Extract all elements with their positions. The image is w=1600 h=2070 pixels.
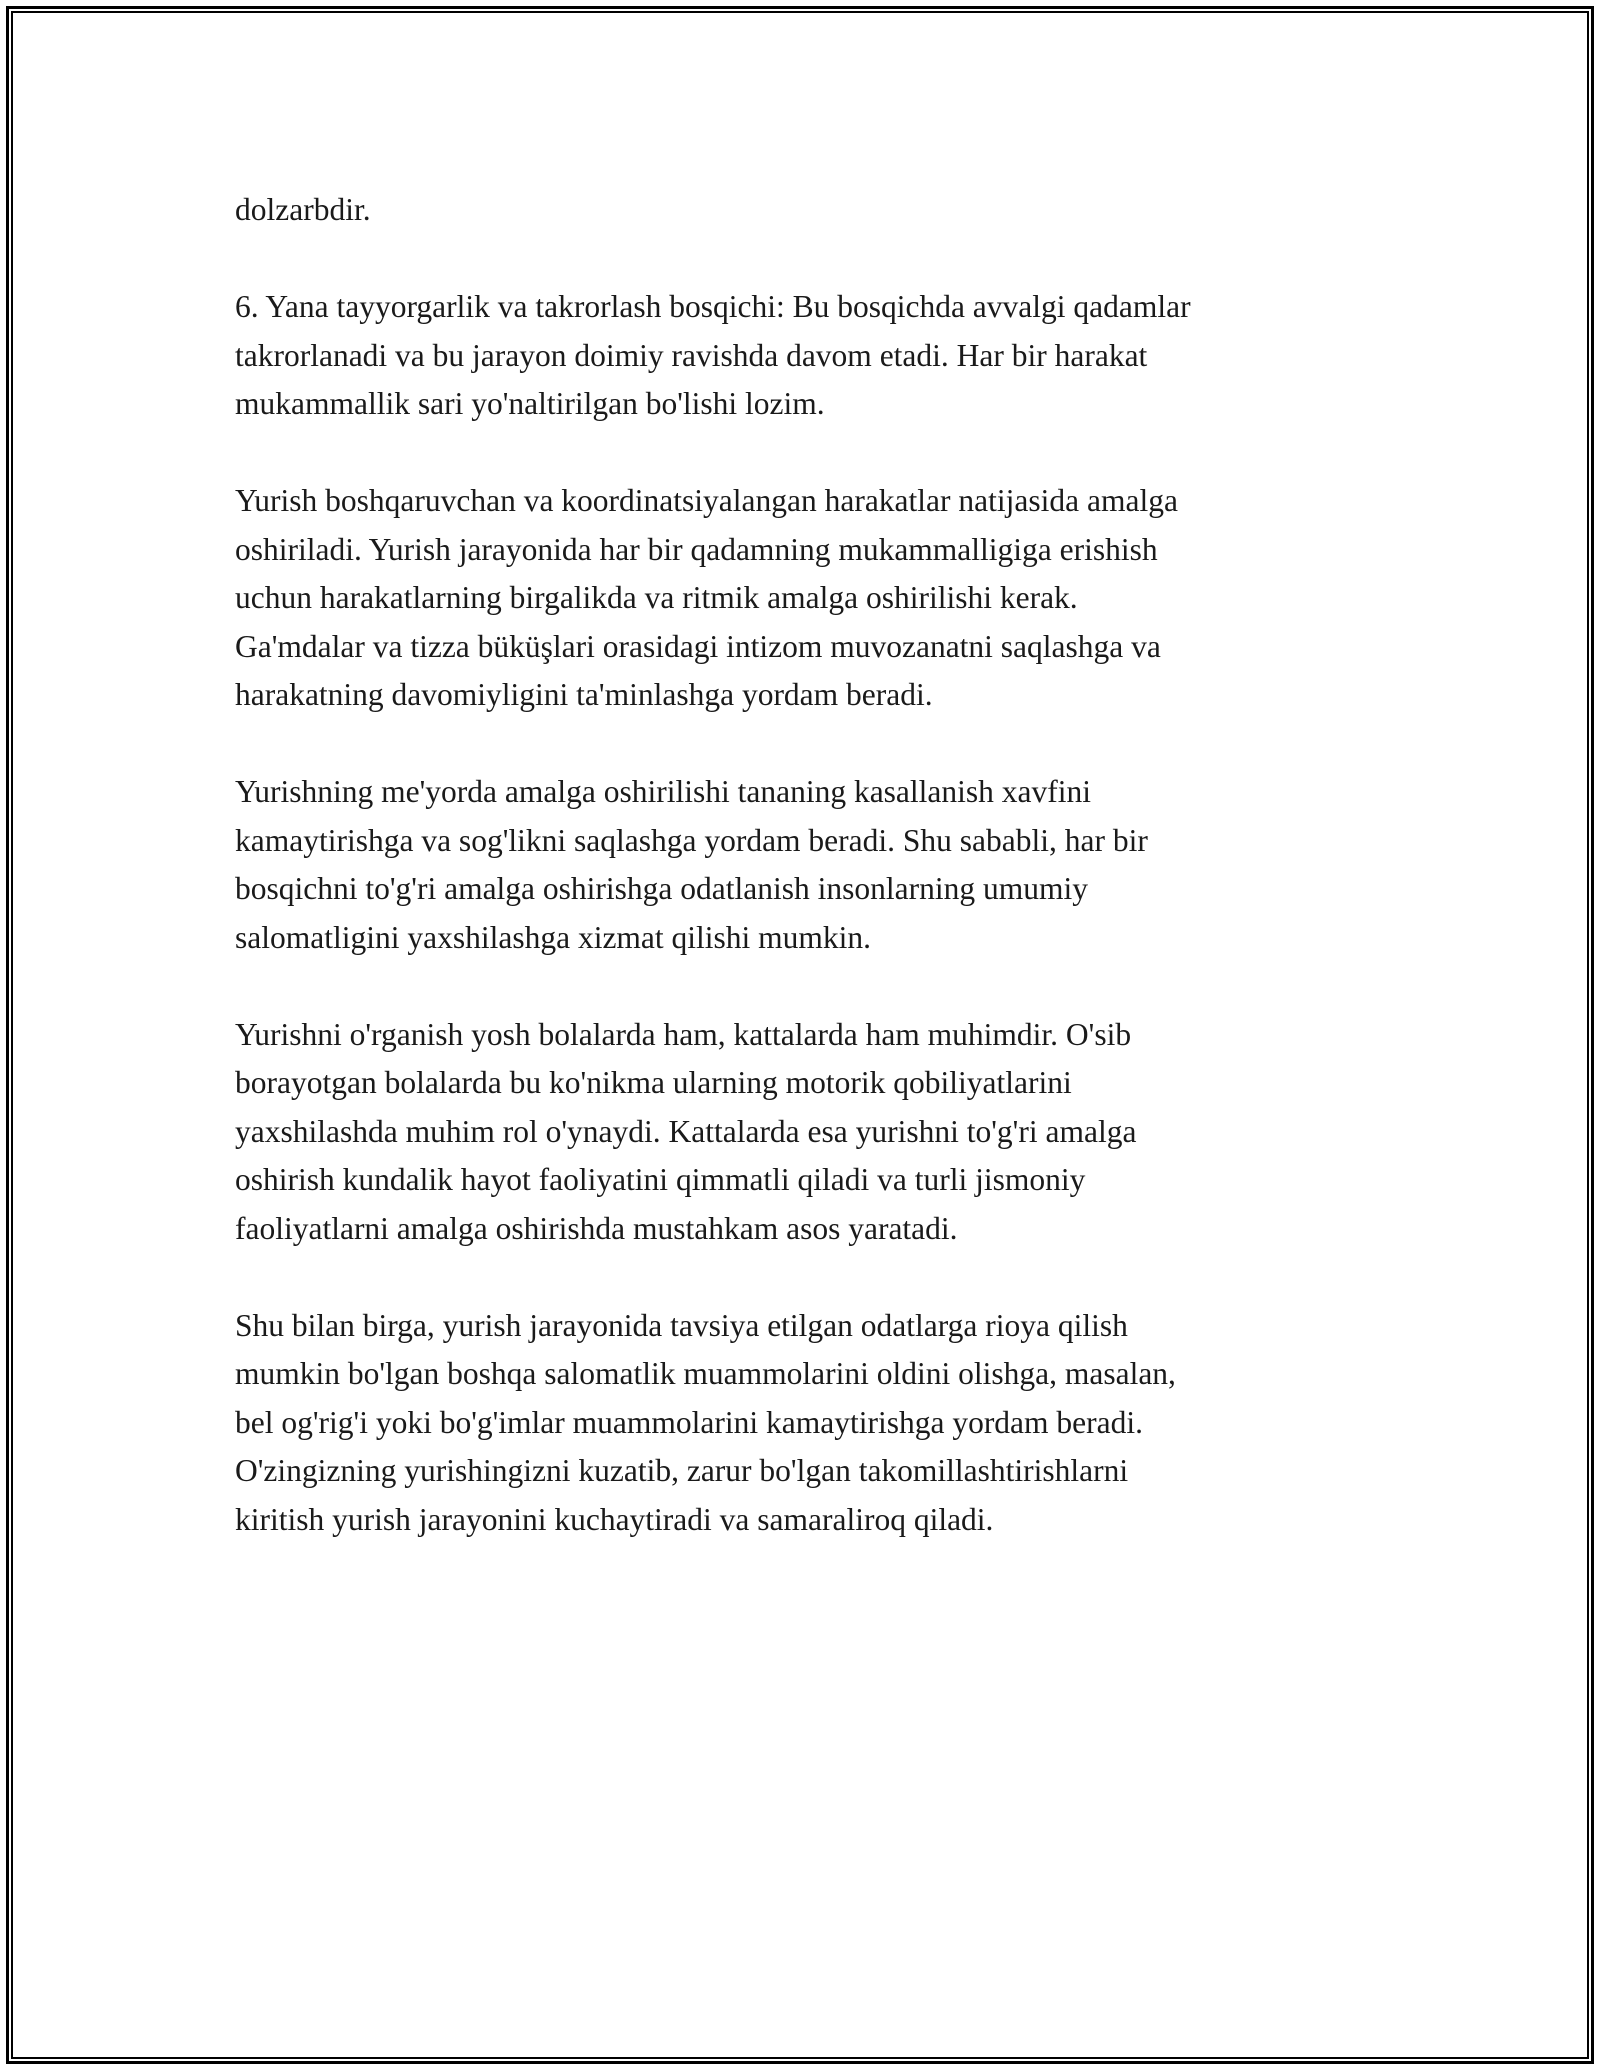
text-line: kiritish yurish jarayonini kuchaytiradi va samaraliroq qiladi.	[235, 1501, 994, 1537]
text-line: Yurish boshqaruvchan va koordinatsiyalangan harakatlar natijasida amalga	[235, 483, 1178, 518]
text-line: takrorlanadi va bu jarayon doimiy ravishda davom etadi. Har bir harakat	[235, 337, 1148, 373]
document-body	[235, 186, 1365, 1593]
text-line: borayotgan bolalarda bu ko'nikma ularning motorik qobiliyatlarini	[235, 1065, 1072, 1100]
text-line: faoliyatlarni amalga oshirishda mustahkam asos yaratadi.	[235, 1210, 958, 1246]
text-line: bosqichni to'g'ri amalga oshirishga odatlanish insonlarning umumiy	[235, 871, 1088, 906]
text-line: oshirish kundalik hayot faoliyatini qimmatli qiladi va turli jismoniy	[235, 1162, 1086, 1197]
text-line: mukammallik sari yo'naltirilgan bo'lishi lozim.	[235, 386, 825, 421]
text-line: mumkin bo'lgan boshqa salomatlik muammolarini oldini olishga, masalan,	[235, 1356, 1176, 1391]
paragraph-conclusion	[235, 1302, 1365, 1545]
text-line: harakatning davomiyligini ta'minlashga yordam beradi.	[235, 677, 933, 712]
text-line: O'zingizning yurishingizni kuzatib, zarur bo'lgan takomillashtirishlarni	[235, 1453, 1129, 1488]
paragraph-step-6	[235, 283, 1365, 429]
text-line: bel og'rig'i yoki bo'g'imlar muammolarini kamaytirishga yordam beradi.	[235, 1404, 1143, 1440]
paragraph-continuation	[235, 186, 1365, 235]
paragraph-health	[235, 768, 1365, 962]
text-line: Yurishni o'rganish yosh bolalarda ham, kattalarda ham muhimdir. O'sib	[235, 1016, 1132, 1052]
text-line: Ga'mdalar va tizza büküşlari orasidagi intizom muvozanatni saqlashga va	[235, 628, 1161, 664]
paragraph-learning	[235, 1011, 1365, 1254]
text-line: Shu bilan birga, yurish jarayonida tavsiya etilgan odatlarga rioya qilish	[235, 1307, 1128, 1343]
text-line: dolzarbdir.	[235, 192, 371, 227]
text-line: kamaytirishga va sog'likni saqlashga yordam beradi. Shu sababli, har bir	[235, 822, 1148, 858]
text-line: oshiriladi. Yurish jarayonida har bir qadamning mukammalligiga erishish	[235, 531, 1158, 567]
text-line: 6. Yana tayyorgarlik va takrorlash bosqichi: Bu bosqichda avvalgi qadamlar	[235, 289, 1191, 324]
paragraph-coordination	[235, 477, 1365, 720]
text-line: uchun harakatlarning birgalikda va ritmik amalga oshirilishi kerak.	[235, 580, 1078, 615]
text-line: yaxshilashda muhim rol o'ynaydi. Kattalarda esa yurishni to'g'ri amalga	[235, 1113, 1137, 1149]
text-line: Yurishning me'yorda amalga oshirilishi tananing kasallanish xavfini	[235, 774, 1092, 809]
text-line: salomatligini yaxshilashga xizmat qilishi mumkin.	[235, 919, 872, 955]
